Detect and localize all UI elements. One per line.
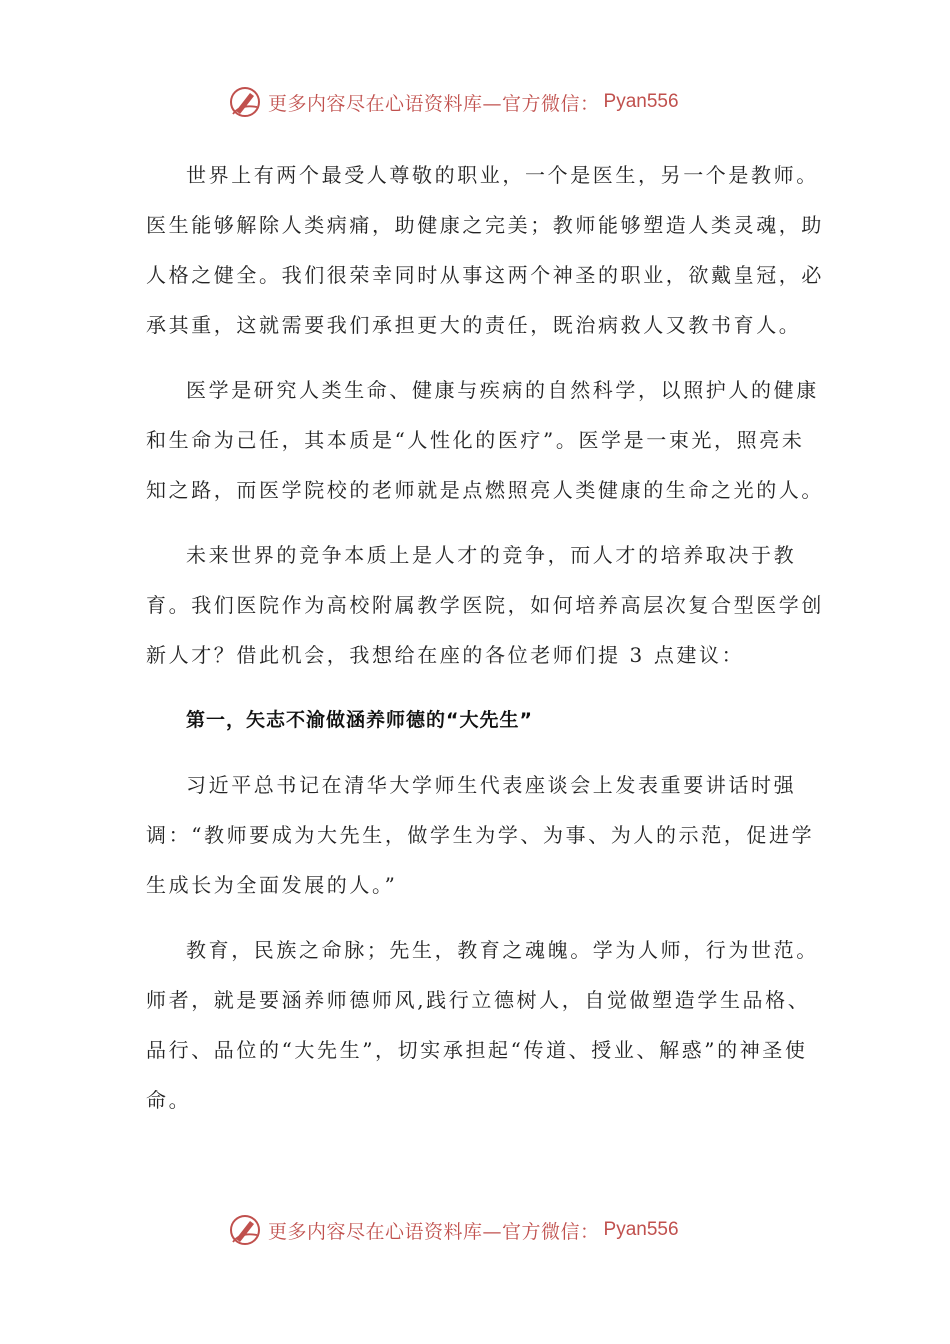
pen-logo-icon [228, 1213, 262, 1247]
paragraph-1: 世界上有两个最受人尊敬的职业，一个是医生，另一个是教师。医生能够解除人类病痛，助健康之完美；教师能够塑造人类灵魂，助人格之健全。我们很荣幸同时从事这两个神圣的职业，欲戴皇冠，必承其重，这就需要我们承担更大的责任，既治病救人又教书育人。 [146, 163, 824, 337]
section-heading-1: 第一，矢志不渝做涵养师德的“大先生” [186, 709, 533, 731]
paragraph-2: 医学是研究人类生命、健康与疾病的自然科学，以照护人的健康和生命为己任，其本质是“人性化的医疗”。医学是一束光，照亮未知之路，而医学院校的老师就是点燃照亮人类健康的生命之光的人。 [146, 378, 824, 502]
wechat-id: Pyan556 [603, 91, 679, 112]
paragraph-3: 未来世界的竞争本质上是人才的竞争，而人才的培养取决于教育。我们医院作为高校附属教学医院，如何培养高层次复合型医学创新人才？借此机会，我想给在座的各位老师们提 3 点建议： [146, 543, 824, 667]
paragraph-4: 习近平总书记在清华大学师生代表座谈会上发表重要讲话时强调：“教师要成为大先生，做学生为学、为事、为人的示范，促进学生成长为全面发展的人。” [146, 773, 815, 897]
header-banner [228, 82, 679, 122]
wechat-id: Pyan556 [603, 1219, 679, 1240]
pen-logo-icon [228, 85, 262, 119]
footer-banner [228, 1210, 679, 1250]
banner-text: 更多内容尽在心语资料库—官方微信： [268, 92, 600, 115]
banner-text: 更多内容尽在心语资料库—官方微信： [268, 1220, 600, 1243]
document-body [146, 150, 826, 1140]
paragraph-5: 教育，民族之命脉；先生，教育之魂魄。学为人师，行为世范。师者，就是要涵养师德师风,践行立德树人，自觉做塑造学生品格、品行、品位的“大先生”，切实承担起“传道、授业、解惑”的神圣使命。 [146, 938, 819, 1112]
